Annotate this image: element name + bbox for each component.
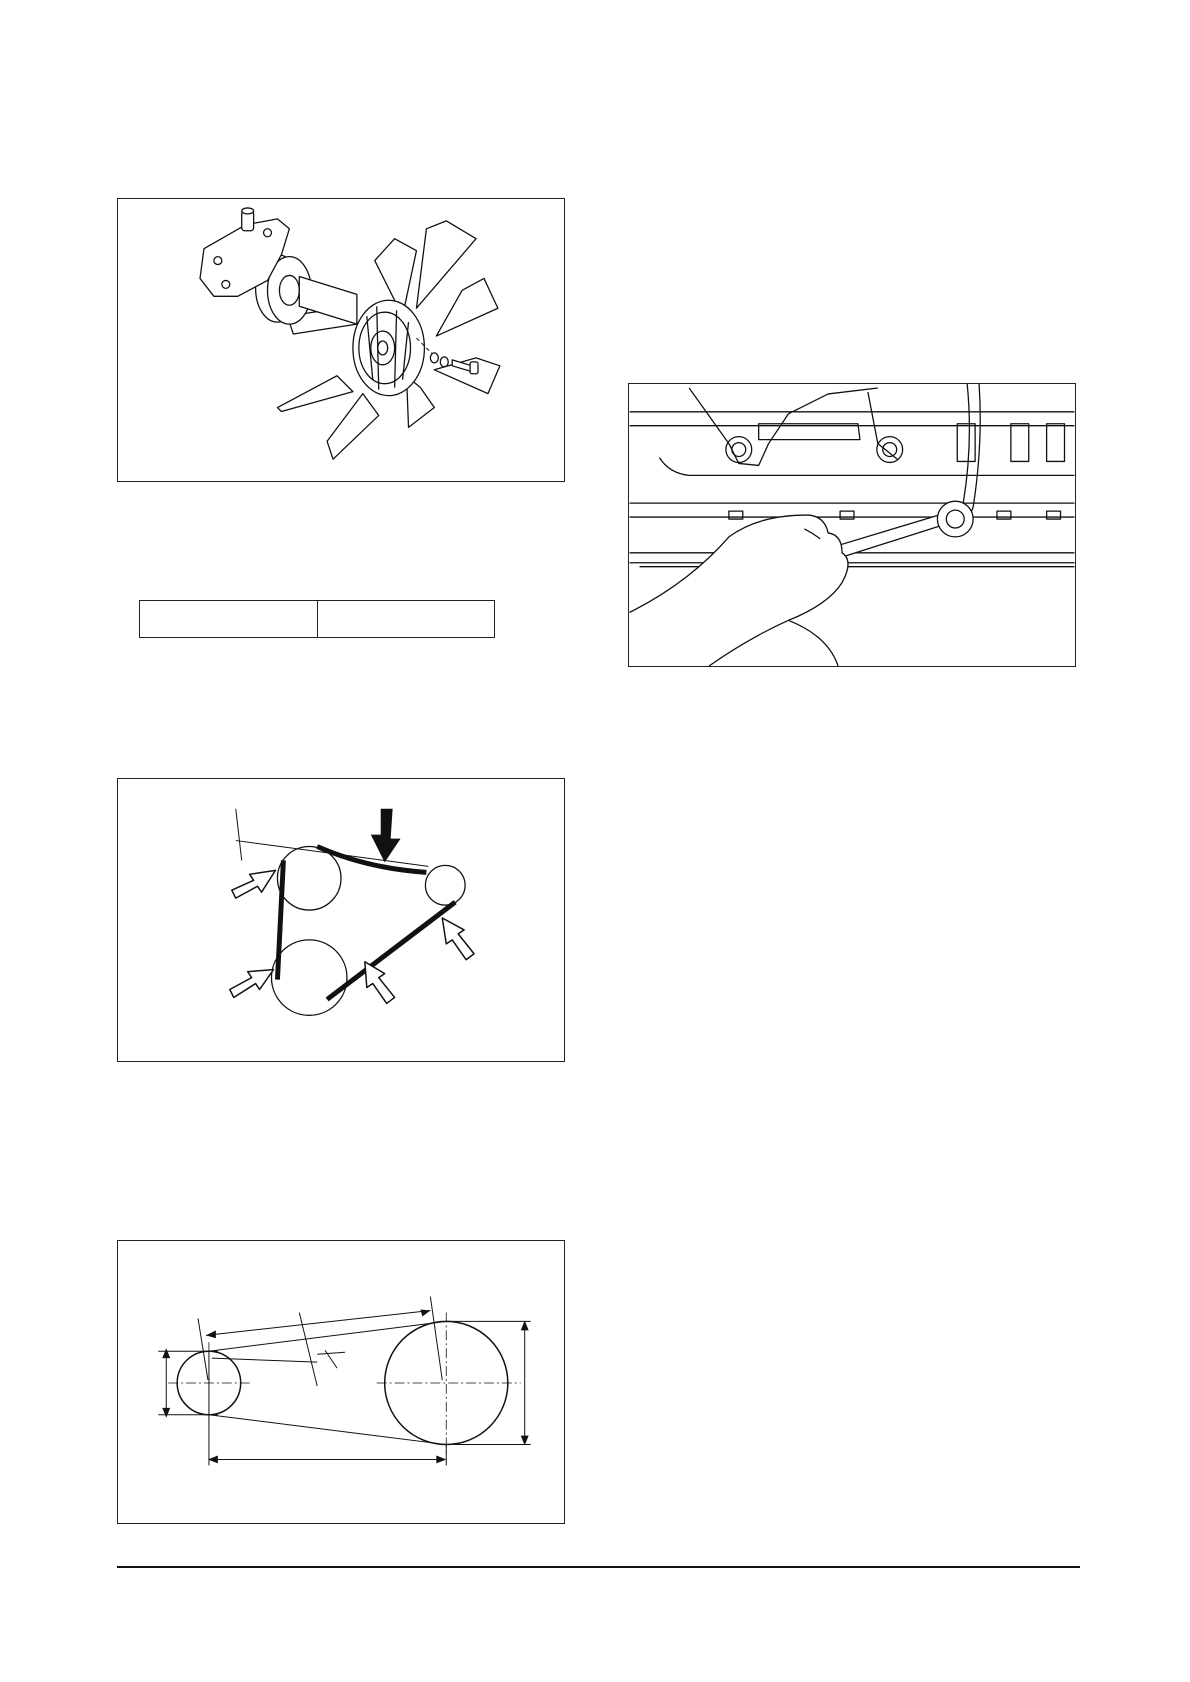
fan-pump-illustration: [118, 199, 564, 481]
specification-table: [139, 600, 495, 638]
belt-tension-diagram: [118, 779, 564, 1061]
belt-tension-figure: [117, 778, 565, 1062]
fan-assembly-figure: [117, 198, 565, 482]
pulley-alignment-diagram: [118, 1241, 564, 1523]
table-cell: [317, 601, 495, 638]
footer-divider: [117, 1566, 1080, 1568]
wrench-illustration: [629, 384, 1075, 666]
table-row: [140, 601, 495, 638]
wrench-bolt-figure: [628, 383, 1076, 667]
table-cell: [140, 601, 318, 638]
pulley-alignment-figure: [117, 1240, 565, 1524]
